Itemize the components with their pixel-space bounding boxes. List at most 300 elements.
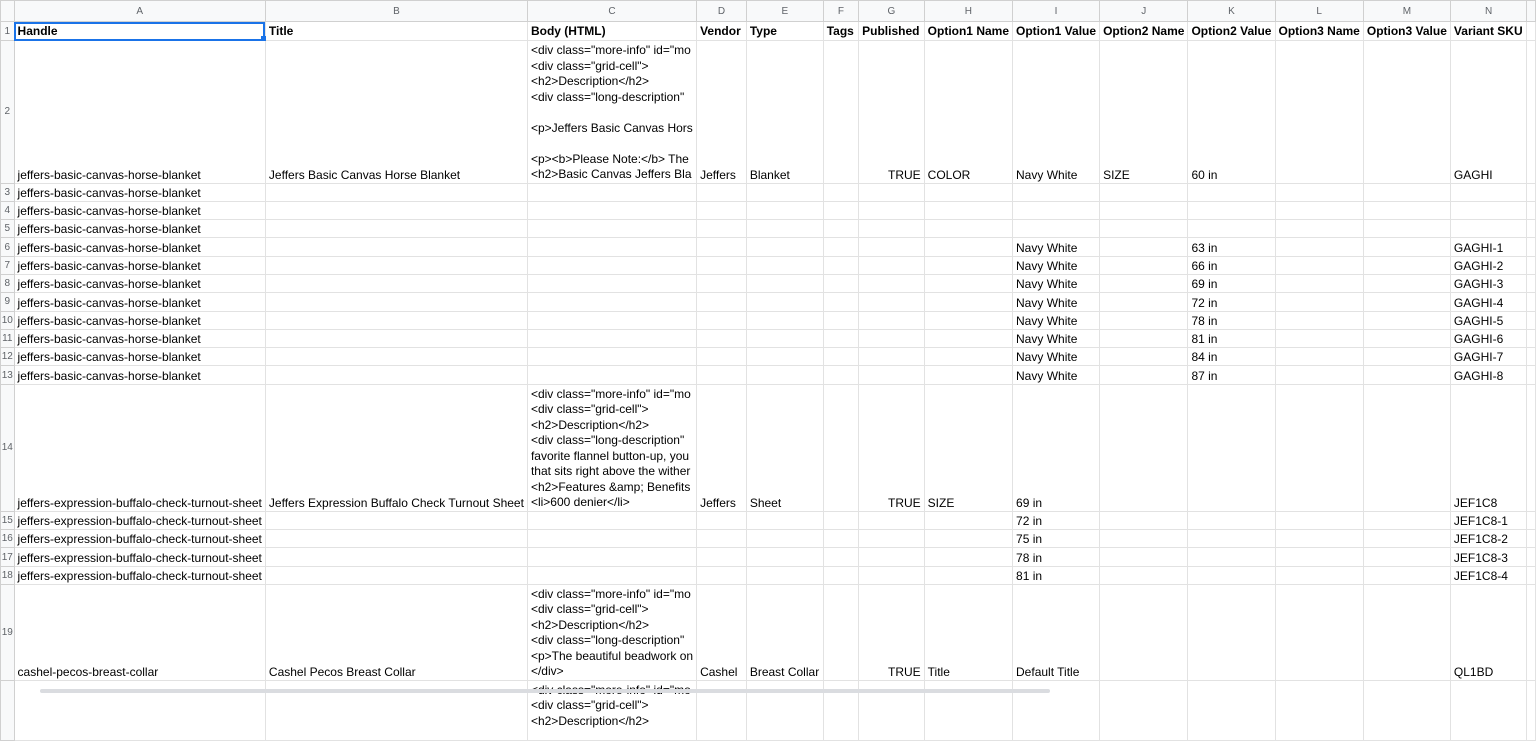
row-number[interactable]: 14 [1,384,15,511]
cell-option3-name[interactable] [1275,511,1363,529]
cell-option3-name[interactable] [1275,274,1363,292]
cell-extra[interactable] [1527,311,1536,329]
cell-option2-name[interactable] [1100,293,1188,311]
cell-vendor[interactable] [697,348,747,366]
row-number[interactable]: 2 [1,41,15,184]
cell-extra[interactable] [1527,293,1536,311]
cell-variant-sku[interactable]: JEF1C8-2 [1450,530,1526,548]
cell-option1-value[interactable]: 69 in [1013,384,1100,511]
cell-handle[interactable]: jeffers-basic-canvas-horse-blanket [14,41,265,184]
cell-option3-name[interactable] [1275,311,1363,329]
cell-option1-value[interactable]: 81 in [1013,566,1100,584]
cell-handle[interactable]: jeffers-basic-canvas-horse-blanket [14,311,265,329]
cell-option1-name[interactable] [924,329,1012,347]
column-header[interactable]: G [859,1,925,22]
cell-type[interactable] [746,293,823,311]
cell-vendor[interactable]: Cashel [697,584,747,680]
row-number[interactable]: 6 [1,238,15,256]
cell-published[interactable] [859,511,925,529]
cell-body[interactable]: <div class="grid-cell"> <h2>Description</h2> [527,680,696,740]
cell-option2-name[interactable] [1100,680,1188,740]
cell-handle[interactable]: jeffers-basic-canvas-horse-blanket [14,256,265,274]
cell-title[interactable] [265,183,527,201]
cell-option2-name[interactable] [1100,329,1188,347]
cell-title[interactable] [265,511,527,529]
cell-vendor[interactable] [697,293,747,311]
cell-handle[interactable]: jeffers-basic-canvas-horse-blanket [14,238,265,256]
cell-option1-value[interactable]: Navy White [1013,256,1100,274]
cell-option2-value[interactable] [1188,548,1275,566]
cell-option2-value[interactable] [1188,384,1275,511]
cell-option1-value[interactable] [1013,220,1100,238]
cell-type[interactable]: Sheet [746,384,823,511]
cell-handle[interactable]: jeffers-expression-buffalo-check-turnout-sheet [14,530,265,548]
cell-extra[interactable] [1527,274,1536,292]
cell-variant-sku[interactable]: JEF1C8-4 [1450,566,1526,584]
cell-option1-name[interactable] [924,530,1012,548]
column-header[interactable]: C [527,1,696,22]
cell-type[interactable] [746,274,823,292]
column-header[interactable]: N [1450,1,1526,22]
cell-option1-name[interactable] [924,348,1012,366]
cell-option2-name[interactable] [1100,584,1188,680]
cell-type[interactable] [746,329,823,347]
cell-title[interactable]: Cashel Pecos Breast Collar [265,584,527,680]
cell-published[interactable] [859,311,925,329]
cell-option1-value-header[interactable]: Option1 Value [1013,22,1100,41]
cell-published-header[interactable]: Published [859,22,925,41]
cell-tags[interactable] [823,274,858,292]
cell-option1-name[interactable]: COLOR [924,41,1012,184]
cell-option1-value[interactable]: Default Title [1013,584,1100,680]
cell-option2-name[interactable]: SIZE [1100,41,1188,184]
cell-variant-sku[interactable]: JEF1C8-1 [1450,511,1526,529]
cell-option2-value[interactable] [1188,201,1275,219]
cell-body[interactable] [527,311,696,329]
cell-extra[interactable] [1527,256,1536,274]
cell-body[interactable] [527,256,696,274]
cell-option3-value[interactable] [1363,566,1450,584]
cell-option3-value[interactable] [1363,384,1450,511]
cell-title[interactable] [265,329,527,347]
cell-option2-value[interactable] [1188,680,1275,740]
cell-type[interactable] [746,256,823,274]
cell-variant-sku-header[interactable]: Variant SKU [1450,22,1526,41]
cell-option3-value[interactable] [1363,201,1450,219]
row-number[interactable]: 16 [1,530,15,548]
cell-title[interactable] [265,348,527,366]
cell-option1-name[interactable] [924,366,1012,384]
cell-variant-sku[interactable]: JEF1C8 [1450,384,1526,511]
cell-option3-value[interactable] [1363,680,1450,740]
cell-option2-value[interactable] [1188,584,1275,680]
cell-tags[interactable] [823,548,858,566]
cell-extra[interactable] [1527,329,1536,347]
cell-option2-value[interactable]: 81 in [1188,329,1275,347]
cell-option3-name[interactable] [1275,530,1363,548]
cell-type[interactable] [746,238,823,256]
cell-body[interactable] [527,238,696,256]
cell-option2-value[interactable] [1188,511,1275,529]
cell-option2-value[interactable] [1188,530,1275,548]
cell-option1-name[interactable] [924,183,1012,201]
cell-vendor[interactable] [697,201,747,219]
cell-option3-name[interactable] [1275,329,1363,347]
cell-body[interactable] [527,183,696,201]
cell-vendor[interactable] [697,366,747,384]
cell-option3-value[interactable] [1363,584,1450,680]
cell-extra[interactable] [1527,530,1536,548]
column-header[interactable]: D [697,1,747,22]
cell-option3-name[interactable] [1275,566,1363,584]
cell-option2-value[interactable]: 66 in [1188,256,1275,274]
cell-option2-name[interactable] [1100,220,1188,238]
cell-type[interactable] [746,183,823,201]
cell-handle-header[interactable]: Handle [14,22,265,41]
row-number[interactable]: 10 [1,311,15,329]
cell-option2-name[interactable] [1100,548,1188,566]
cell-option3-value[interactable] [1363,41,1450,184]
cell-option1-name[interactable] [924,201,1012,219]
row-number[interactable]: 9 [1,293,15,311]
cell-type[interactable] [746,366,823,384]
cell-option2-name[interactable] [1100,530,1188,548]
cell-option2-value[interactable]: 84 in [1188,348,1275,366]
cell-option2-value[interactable] [1188,566,1275,584]
cell-option1-name[interactable]: SIZE [924,384,1012,511]
cell-extra[interactable] [1527,566,1536,584]
cell-title[interactable] [265,220,527,238]
cell-handle[interactable]: jeffers-basic-canvas-horse-blanket [14,293,265,311]
cell-vendor[interactable] [697,548,747,566]
cell-published[interactable] [859,548,925,566]
cell-title[interactable] [265,274,527,292]
cell-title[interactable] [265,530,527,548]
cell-option2-name[interactable] [1100,384,1188,511]
cell-tags[interactable] [823,366,858,384]
cell-body[interactable] [527,366,696,384]
cell-published[interactable]: TRUE [859,584,925,680]
cell-published[interactable] [859,366,925,384]
cell-option1-name[interactable] [924,256,1012,274]
cell-option3-name-header[interactable]: Option3 Name [1275,22,1363,41]
cell-option3-value[interactable] [1363,183,1450,201]
cell-published[interactable] [859,293,925,311]
cell-option1-name[interactable] [924,548,1012,566]
column-header[interactable]: K [1188,1,1275,22]
cell-published[interactable]: TRUE [859,384,925,511]
cell-option2-name[interactable] [1100,274,1188,292]
cell-vendor[interactable] [697,566,747,584]
cell-option3-name[interactable] [1275,384,1363,511]
cell-published[interactable] [859,201,925,219]
cell-option3-name[interactable] [1275,366,1363,384]
cell-option1-name-header[interactable]: Option1 Name [924,22,1012,41]
cell-vendor[interactable] [697,530,747,548]
select-all-corner[interactable] [1,1,15,22]
cell-published[interactable] [859,220,925,238]
cell-published[interactable] [859,274,925,292]
cell-option3-name[interactable] [1275,348,1363,366]
cell-option3-name[interactable] [1275,220,1363,238]
cell-tags[interactable] [823,293,858,311]
cell-tags[interactable] [823,238,858,256]
cell-tags[interactable] [823,41,858,184]
cell-variant-sku[interactable]: JEF1C8-3 [1450,548,1526,566]
cell-tags[interactable] [823,201,858,219]
column-header[interactable]: E [746,1,823,22]
horizontal-scrollbar[interactable] [40,689,1050,693]
cell-title[interactable] [265,548,527,566]
cell-option2-name[interactable] [1100,348,1188,366]
cell-extra[interactable] [1527,348,1536,366]
cell-tags[interactable] [823,530,858,548]
cell-variant-sku[interactable] [1450,201,1526,219]
column-header[interactable]: B [265,1,527,22]
cell-option2-name[interactable] [1100,366,1188,384]
cell-variant-sku[interactable]: GAGHI-3 [1450,274,1526,292]
column-header[interactable]: M [1363,1,1450,22]
cell-handle[interactable]: jeffers-basic-canvas-horse-blanket [14,183,265,201]
cell-tags[interactable] [823,329,858,347]
cell-option3-name[interactable] [1275,293,1363,311]
cell-vendor[interactable] [697,183,747,201]
cell-option3-value[interactable] [1363,366,1450,384]
cell-option1-name[interactable] [924,511,1012,529]
cell-option1-name[interactable] [924,311,1012,329]
cell-option3-name[interactable] [1275,256,1363,274]
cell-body[interactable] [527,293,696,311]
row-number[interactable]: 5 [1,220,15,238]
cell-option1-value[interactable] [1013,201,1100,219]
cell-published[interactable] [859,238,925,256]
cell-variant-sku[interactable]: QL1BD [1450,584,1526,680]
cell-extra[interactable] [1527,511,1536,529]
cell-option1-name[interactable] [924,238,1012,256]
row-number[interactable]: 17 [1,548,15,566]
cell-handle[interactable]: jeffers-expression-buffalo-check-turnout-sheet [14,566,265,584]
cell-extra[interactable] [1527,680,1536,740]
cell-handle[interactable]: jeffers-basic-canvas-horse-blanket [14,348,265,366]
cell-type[interactable] [746,201,823,219]
column-header[interactable]: A [14,1,265,22]
cell-tags[interactable] [823,348,858,366]
cell-type[interactable] [746,348,823,366]
cell-option3-value[interactable] [1363,293,1450,311]
cell-option1-value[interactable] [1013,183,1100,201]
cell-handle[interactable]: jeffers-basic-canvas-horse-blanket [14,220,265,238]
cell-body[interactable] [527,329,696,347]
row-number[interactable]: 15 [1,511,15,529]
cell-handle[interactable]: cashel-pecos-breast-collar [14,584,265,680]
cell-vendor[interactable]: Jeffers [697,41,747,184]
cell-option3-name[interactable] [1275,680,1363,740]
cell-extra[interactable] [1527,22,1536,41]
column-header[interactable]: F [823,1,858,22]
cell-option2-value[interactable]: 69 in [1188,274,1275,292]
row-number[interactable]: 3 [1,183,15,201]
cell-body-header[interactable]: Body (HTML) [527,22,696,41]
cell-vendor[interactable] [697,274,747,292]
cell-option1-name[interactable] [924,566,1012,584]
cell-vendor-header[interactable]: Vendor [697,22,747,41]
cell-variant-sku[interactable]: GAGHI [1450,41,1526,184]
cell-vendor[interactable] [697,220,747,238]
cell-option1-value[interactable]: Navy White [1013,329,1100,347]
cell-option2-name[interactable] [1100,238,1188,256]
cell-variant-sku[interactable] [1450,680,1526,740]
cell-option3-name[interactable] [1275,584,1363,680]
cell-published[interactable] [859,329,925,347]
cell-option2-value[interactable]: 72 in [1188,293,1275,311]
cell-body[interactable]: <div class="more-info" id="mo <div class="grid-cell"> <h2>Description</h2> <div class="long-description" <p>Jeffers Basic Canvas Hors <p><b>Please Note:</b> The <h2>Basic Canvas Jeffers Bla [527,41,696,184]
cell-extra[interactable] [1527,384,1536,511]
column-header[interactable]: I [1013,1,1100,22]
cell-option3-value[interactable] [1363,220,1450,238]
cell-variant-sku[interactable]: GAGHI-8 [1450,366,1526,384]
cell-handle[interactable]: jeffers-basic-canvas-horse-blanket [14,366,265,384]
cell-body[interactable]: <div class="more-info" id="mo <div class="grid-cell"> <h2>Description</h2> <div class="long-description" <p>The beautiful beadwork on </div> [527,584,696,680]
cell-option3-value[interactable] [1363,274,1450,292]
cell-handle[interactable]: jeffers-basic-canvas-horse-blanket [14,329,265,347]
cell-extra[interactable] [1527,366,1536,384]
cell-extra[interactable] [1527,201,1536,219]
cell-option1-value[interactable]: Navy White [1013,41,1100,184]
cell-type[interactable]: Blanket [746,41,823,184]
cell-type[interactable] [746,548,823,566]
cell-published[interactable] [859,566,925,584]
cell-option2-name[interactable] [1100,201,1188,219]
cell-variant-sku[interactable] [1450,183,1526,201]
cell-extra[interactable] [1527,584,1536,680]
cell-variant-sku[interactable]: GAGHI-4 [1450,293,1526,311]
column-header[interactable]: H [924,1,1012,22]
row-number[interactable]: 4 [1,201,15,219]
row-number[interactable]: 19 [1,584,15,680]
cell-body[interactable] [527,220,696,238]
cell-option2-name[interactable] [1100,183,1188,201]
row-number[interactable]: 7 [1,256,15,274]
cell-option3-value-header[interactable]: Option3 Value [1363,22,1450,41]
cell-title[interactable]: Jeffers Basic Canvas Horse Blanket [265,41,527,184]
column-header[interactable]: L [1275,1,1363,22]
cell-handle[interactable]: jeffers-basic-canvas-horse-blanket [14,201,265,219]
cell-type[interactable] [746,530,823,548]
cell-published[interactable] [859,530,925,548]
cell-option1-value[interactable]: Navy White [1013,293,1100,311]
cell-option1-name[interactable] [924,274,1012,292]
cell-option2-name-header[interactable]: Option2 Name [1100,22,1188,41]
cell-option3-value[interactable] [1363,548,1450,566]
row-number[interactable] [1,680,15,740]
cell-option3-name[interactable] [1275,548,1363,566]
cell-handle[interactable]: jeffers-expression-buffalo-check-turnout-sheet [14,511,265,529]
cell-tags[interactable] [823,256,858,274]
cell-option2-value-header[interactable]: Option2 Value [1188,22,1275,41]
cell-title[interactable] [265,311,527,329]
cell-variant-sku[interactable]: GAGHI-1 [1450,238,1526,256]
cell-type[interactable] [746,220,823,238]
cell-option2-name[interactable] [1100,511,1188,529]
row-number[interactable]: 1 [1,22,15,41]
cell-body[interactable] [527,566,696,584]
cell-vendor[interactable] [697,311,747,329]
cell-tags[interactable] [823,311,858,329]
cell-type[interactable] [746,311,823,329]
cell-option3-value[interactable] [1363,348,1450,366]
cell-variant-sku[interactable]: GAGHI-7 [1450,348,1526,366]
cell-tags[interactable] [823,584,858,680]
cell-option3-value[interactable] [1363,530,1450,548]
cell-tags[interactable] [823,183,858,201]
cell-option3-name[interactable] [1275,183,1363,201]
cell-option2-value[interactable]: 60 in [1188,41,1275,184]
cell-option3-value[interactable] [1363,511,1450,529]
cell-tags[interactable] [823,566,858,584]
cell-tags[interactable] [823,384,858,511]
cell-vendor[interactable] [697,511,747,529]
cell-option2-name[interactable] [1100,311,1188,329]
cell-option2-value[interactable] [1188,220,1275,238]
cell-variant-sku[interactable]: GAGHI-2 [1450,256,1526,274]
cell-vendor[interactable] [697,329,747,347]
cell-option1-value[interactable]: Navy White [1013,274,1100,292]
row-number[interactable]: 8 [1,274,15,292]
cell-type-header[interactable]: Type [746,22,823,41]
cell-handle[interactable]: jeffers-expression-buffalo-check-turnout-sheet [14,548,265,566]
cell-option1-value[interactable]: Navy White [1013,238,1100,256]
column-header[interactable]: J [1100,1,1188,22]
cell-option3-value[interactable] [1363,256,1450,274]
cell-type[interactable] [746,511,823,529]
cell-option1-value[interactable]: Navy White [1013,348,1100,366]
cell-option2-value[interactable] [1188,183,1275,201]
cell-body[interactable] [527,274,696,292]
cell-variant-sku[interactable]: GAGHI-6 [1450,329,1526,347]
cell-vendor[interactable] [697,238,747,256]
cell-body[interactable] [527,530,696,548]
cell-published[interactable] [859,348,925,366]
cell-title[interactable] [265,238,527,256]
cell-option3-name[interactable] [1275,41,1363,184]
column-header-extra[interactable] [1527,1,1536,22]
cell-published[interactable] [859,256,925,274]
cell-type[interactable] [746,566,823,584]
cell-body[interactable]: <div class="more-info" id="mo <div class="grid-cell"> <h2>Description</h2> <div class="long-description" favorite flannel button-up, you that sits right above the wither <h2>Features &amp; Benefits <li>600 denier</li> [527,384,696,511]
cell-type[interactable]: Breast Collar [746,584,823,680]
cell-option2-name[interactable] [1100,256,1188,274]
cell-body[interactable] [527,548,696,566]
cell-option3-value[interactable] [1363,311,1450,329]
cell-option3-value[interactable] [1363,238,1450,256]
cell-published[interactable] [859,183,925,201]
cell-body[interactable] [527,511,696,529]
cell-extra[interactable] [1527,548,1536,566]
cell-option2-value[interactable]: 63 in [1188,238,1275,256]
cell-title-header[interactable]: Title [265,22,527,41]
row-number[interactable]: 12 [1,348,15,366]
cell-option3-name[interactable] [1275,201,1363,219]
cell-extra[interactable] [1527,238,1536,256]
cell-option1-value[interactable]: Navy White [1013,311,1100,329]
cell-option1-value[interactable]: 72 in [1013,511,1100,529]
cell-option2-name[interactable] [1100,566,1188,584]
cell-handle[interactable]: jeffers-expression-buffalo-check-turnout-sheet [14,384,265,511]
cell-option3-name[interactable] [1275,238,1363,256]
cell-option1-value[interactable]: Navy White [1013,366,1100,384]
cell-handle[interactable]: jeffers-basic-canvas-horse-blanket [14,274,265,292]
cell-vendor[interactable] [697,256,747,274]
